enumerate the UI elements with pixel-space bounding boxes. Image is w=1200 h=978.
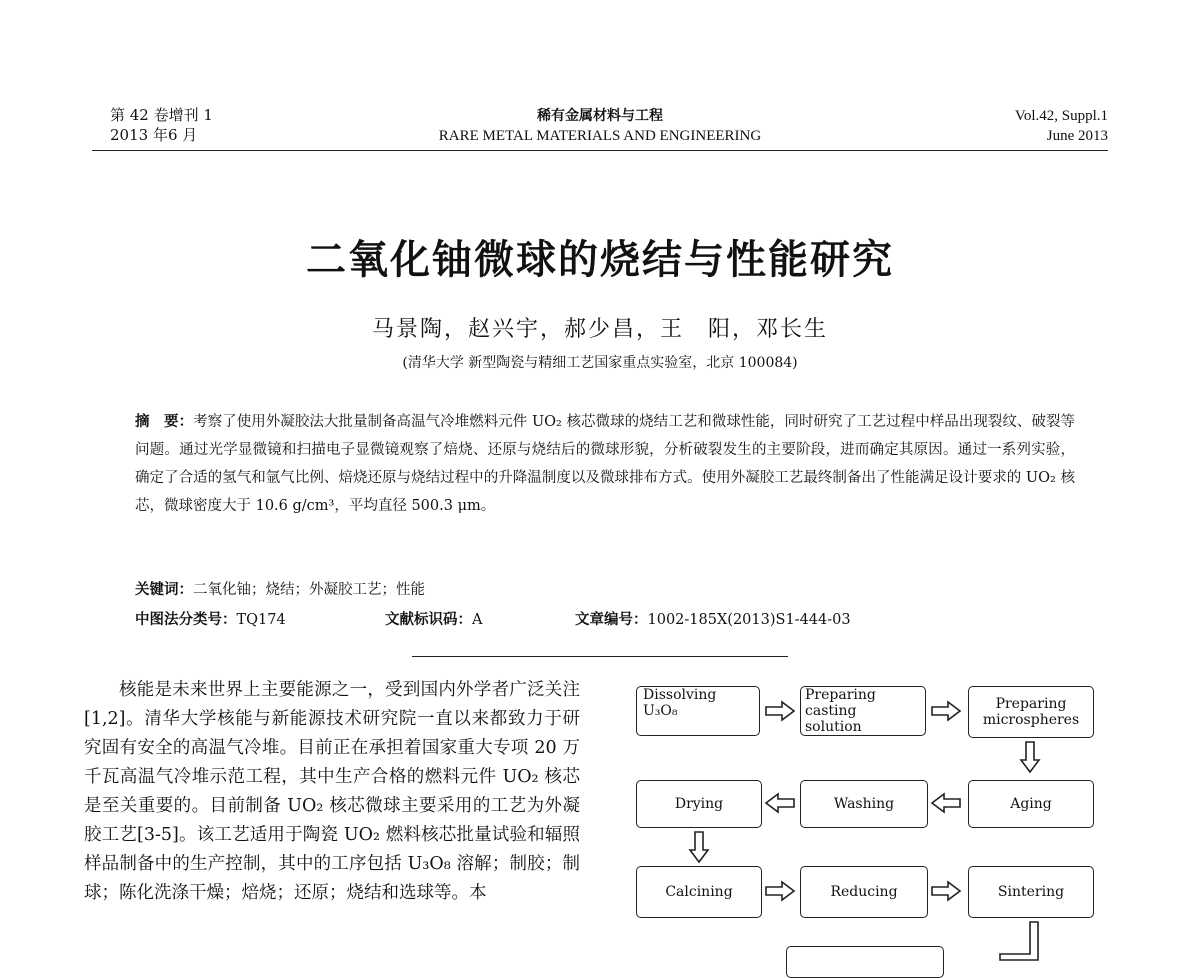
box-calcining-label: Calcining <box>665 884 733 900</box>
arrow-right-icon <box>764 880 796 902</box>
box-microspheres-line2: microspheres <box>982 712 1080 728</box>
month-cn: 6 月 <box>167 126 198 144</box>
arrow-left-icon <box>764 792 796 814</box>
box-microspheres <box>968 686 1094 738</box>
header-rule <box>92 150 1108 151</box>
arrow-down-icon <box>1019 740 1041 774</box>
clc-value: TQ174 <box>236 612 286 628</box>
clc-label: 中图法分类号： <box>135 611 237 628</box>
journal-name-en: RARE METAL MATERIALS AND ENGINEERING <box>438 128 762 144</box>
box-aging <box>968 780 1094 828</box>
keywords-text: 二氧化铀；烧结；外凝胶工艺；性能 <box>193 582 425 598</box>
article-no-value: 1002-185X(2013)S1-444-03 <box>647 612 851 628</box>
box-casting-line2: solution <box>805 719 862 735</box>
journal-name <box>340 106 860 146</box>
box-microspheres-line1: Preparing <box>995 696 1067 712</box>
volume-cn: 第 42 卷 <box>110 106 169 124</box>
classification-line <box>135 608 1035 629</box>
paper-title: 二氧化铀微球的烧结与性能研究 <box>306 237 894 283</box>
box-casting-line1: Preparing casting <box>805 687 876 719</box>
box-casting <box>800 686 926 736</box>
body-text <box>84 676 580 908</box>
header-left <box>110 106 213 144</box>
arrow-right-icon <box>764 700 796 722</box>
arrow-right-icon <box>930 700 962 722</box>
journal-name-cn: 稀有金属材料与工程 <box>537 108 663 124</box>
date-en: June 2013 <box>1046 128 1108 144</box>
box-drying <box>636 780 762 828</box>
affiliation: (清华大学 新型陶瓷与精细工艺国家重点实验室，北京 100084) <box>402 355 798 371</box>
box-reducing <box>800 866 928 918</box>
author-list: 马景陶，赵兴宇，郝少昌，王 阳，邓长生 <box>371 317 828 342</box>
box-reducing-label: Reducing <box>830 884 898 900</box>
keywords <box>135 578 425 599</box>
arrow-left-icon <box>930 792 962 814</box>
box-sintering <box>968 866 1094 918</box>
box-next-partial <box>786 946 944 978</box>
volume-en: Vol.42, Suppl.1 <box>1014 108 1108 124</box>
box-drying-label: Drying <box>674 796 724 812</box>
box-washing-label: Washing <box>833 796 895 812</box>
bent-arrow-icon <box>990 920 1040 961</box>
intro-paragraph: 核能是未来世界上主要能源之一，受到国内外学者广泛关注[1,2]。清华大学核能与新能源技术研究院一直以来都致力于研究固有安全的高温气冷堆。目前正在承担着国家重大专项 20 万千瓦高温气冷堆示范工程，其中生产合格的燃料元件 UO₂ 核芯是至关重要的。目前制备 UO₂ 核芯微球主要采用的工艺为外凝胶工艺[3-5]。该工艺适用于陶瓷 UO₂ 燃料核芯批量试验和辐照样品制备中的生产控制，其中的工序包括 U₃O₈ 溶解；制胶；制球；陈化洗涤干燥；焙烧；还原；烧结和选球等。本 <box>84 680 580 903</box>
article-no-label: 文章编号： <box>575 611 648 628</box>
doc-code-label: 文献标识码： <box>385 611 472 628</box>
supplement-cn: 增刊 1 <box>168 106 213 124</box>
abstract <box>135 408 1075 520</box>
abstract-text: 考察了使用外凝胶法大批量制备高温气冷堆燃料元件 UO₂ 核芯微球的烧结工艺和微球性能，同时研究了工艺过程中样品出现裂纹、破裂等问题。通过光学显微镜和扫描电子显微镜观察了焙烧、还原与烧结后的微球形貌，分析破裂发生的主要阶段，进而确定其原因。通过一系列实验，确定了合适的氢气和氩气比例、焙烧还原与烧结过程中的升降温制度以及微球排布方式。使用外凝胶工艺最终制备出了性能满足设计要求的 UO₂ 核芯，微球密度大于 10.6 g/cm³，平均直径 500.3 μm。 <box>135 414 1075 514</box>
box-dissolving-line2: U₃O₈ <box>643 703 678 719</box>
box-washing <box>800 780 928 828</box>
arrow-right-icon <box>930 880 962 902</box>
box-dissolving <box>636 686 760 736</box>
year-cn: 2013 年 <box>110 126 168 144</box>
box-calcining <box>636 866 762 918</box>
abstract-label: 摘 要： <box>135 413 194 430</box>
arrow-down-icon <box>688 830 710 864</box>
doc-code-value: A <box>472 612 483 628</box>
box-aging-label: Aging <box>1010 796 1052 812</box>
box-dissolving-line1: Dissolving <box>643 687 717 703</box>
box-sintering-label: Sintering <box>997 884 1065 900</box>
abstract-rule <box>412 656 788 657</box>
keywords-label: 关键词： <box>135 581 193 598</box>
header-right <box>1015 106 1108 146</box>
